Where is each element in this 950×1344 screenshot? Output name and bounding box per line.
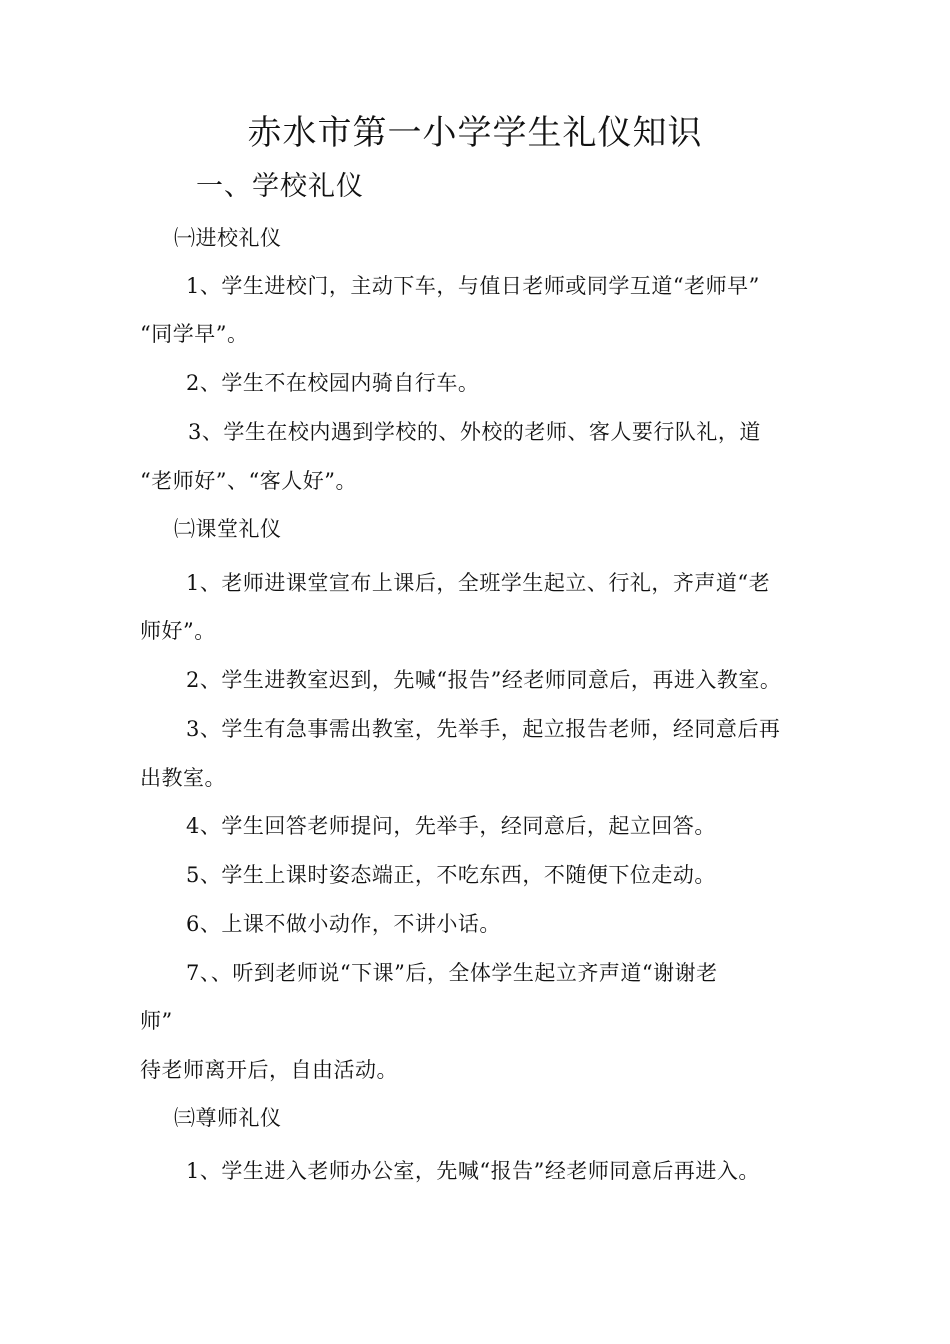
subsection-heading-respecting-teachers: ㈢尊师礼仪 (174, 1106, 282, 1130)
paragraph-line: 1、老师进课堂宣布上课后，全班学生起立、行礼，齐声道“老 (186, 571, 771, 595)
subsection-heading-entering-school: ㈠进校礼仪 (174, 226, 282, 250)
paragraph-line: 出教室。 (140, 766, 226, 790)
paragraph-line: 3、学生有急事需出教室，先举手，起立报告老师，经同意后再 (186, 717, 781, 741)
paragraph-line: 5、学生上课时姿态端正，不吃东西，不随便下位走动。 (186, 863, 716, 887)
paragraph-line: 7、、听到老师说“下课”后，全体学生起立齐声道“谢谢老 (186, 961, 718, 985)
paragraph-line: 待老师离开后，自由活动。 (140, 1058, 398, 1082)
paragraph-line: 3、学生在校内遇到学校的、外校的老师、客人要行队礼，道 (188, 420, 761, 444)
paragraph-line: 6、上课不做小动作，不讲小话。 (186, 912, 501, 936)
paragraph-line: “老师好”、“客人好”。 (140, 469, 357, 493)
paragraph-line: 1、学生进校门，主动下车，与值日老师或同学互道“老师早” (186, 274, 760, 298)
document-title: 赤水市第一小学学生礼仪知识 (247, 113, 703, 153)
paragraph-line: 2、学生进教室迟到，先喊“报告”经老师同意后，再进入教室。 (186, 668, 782, 692)
paragraph-line: 2、学生不在校园内骑自行车。 (186, 371, 480, 395)
paragraph-line: “同学早”。 (140, 322, 249, 346)
subsection-heading-classroom: ㈡课堂礼仪 (174, 517, 282, 541)
paragraph-line: 师” (140, 1009, 173, 1033)
paragraph-line: 师好”。 (140, 619, 216, 643)
paragraph-line: 1、学生进入老师办公室，先喊“报告”经老师同意后再进入。 (186, 1159, 760, 1183)
paragraph-line: 4、学生回答老师提问，先举手，经同意后，起立回答。 (186, 814, 716, 838)
section-heading-school-etiquette: 一、学校礼仪 (196, 171, 364, 202)
